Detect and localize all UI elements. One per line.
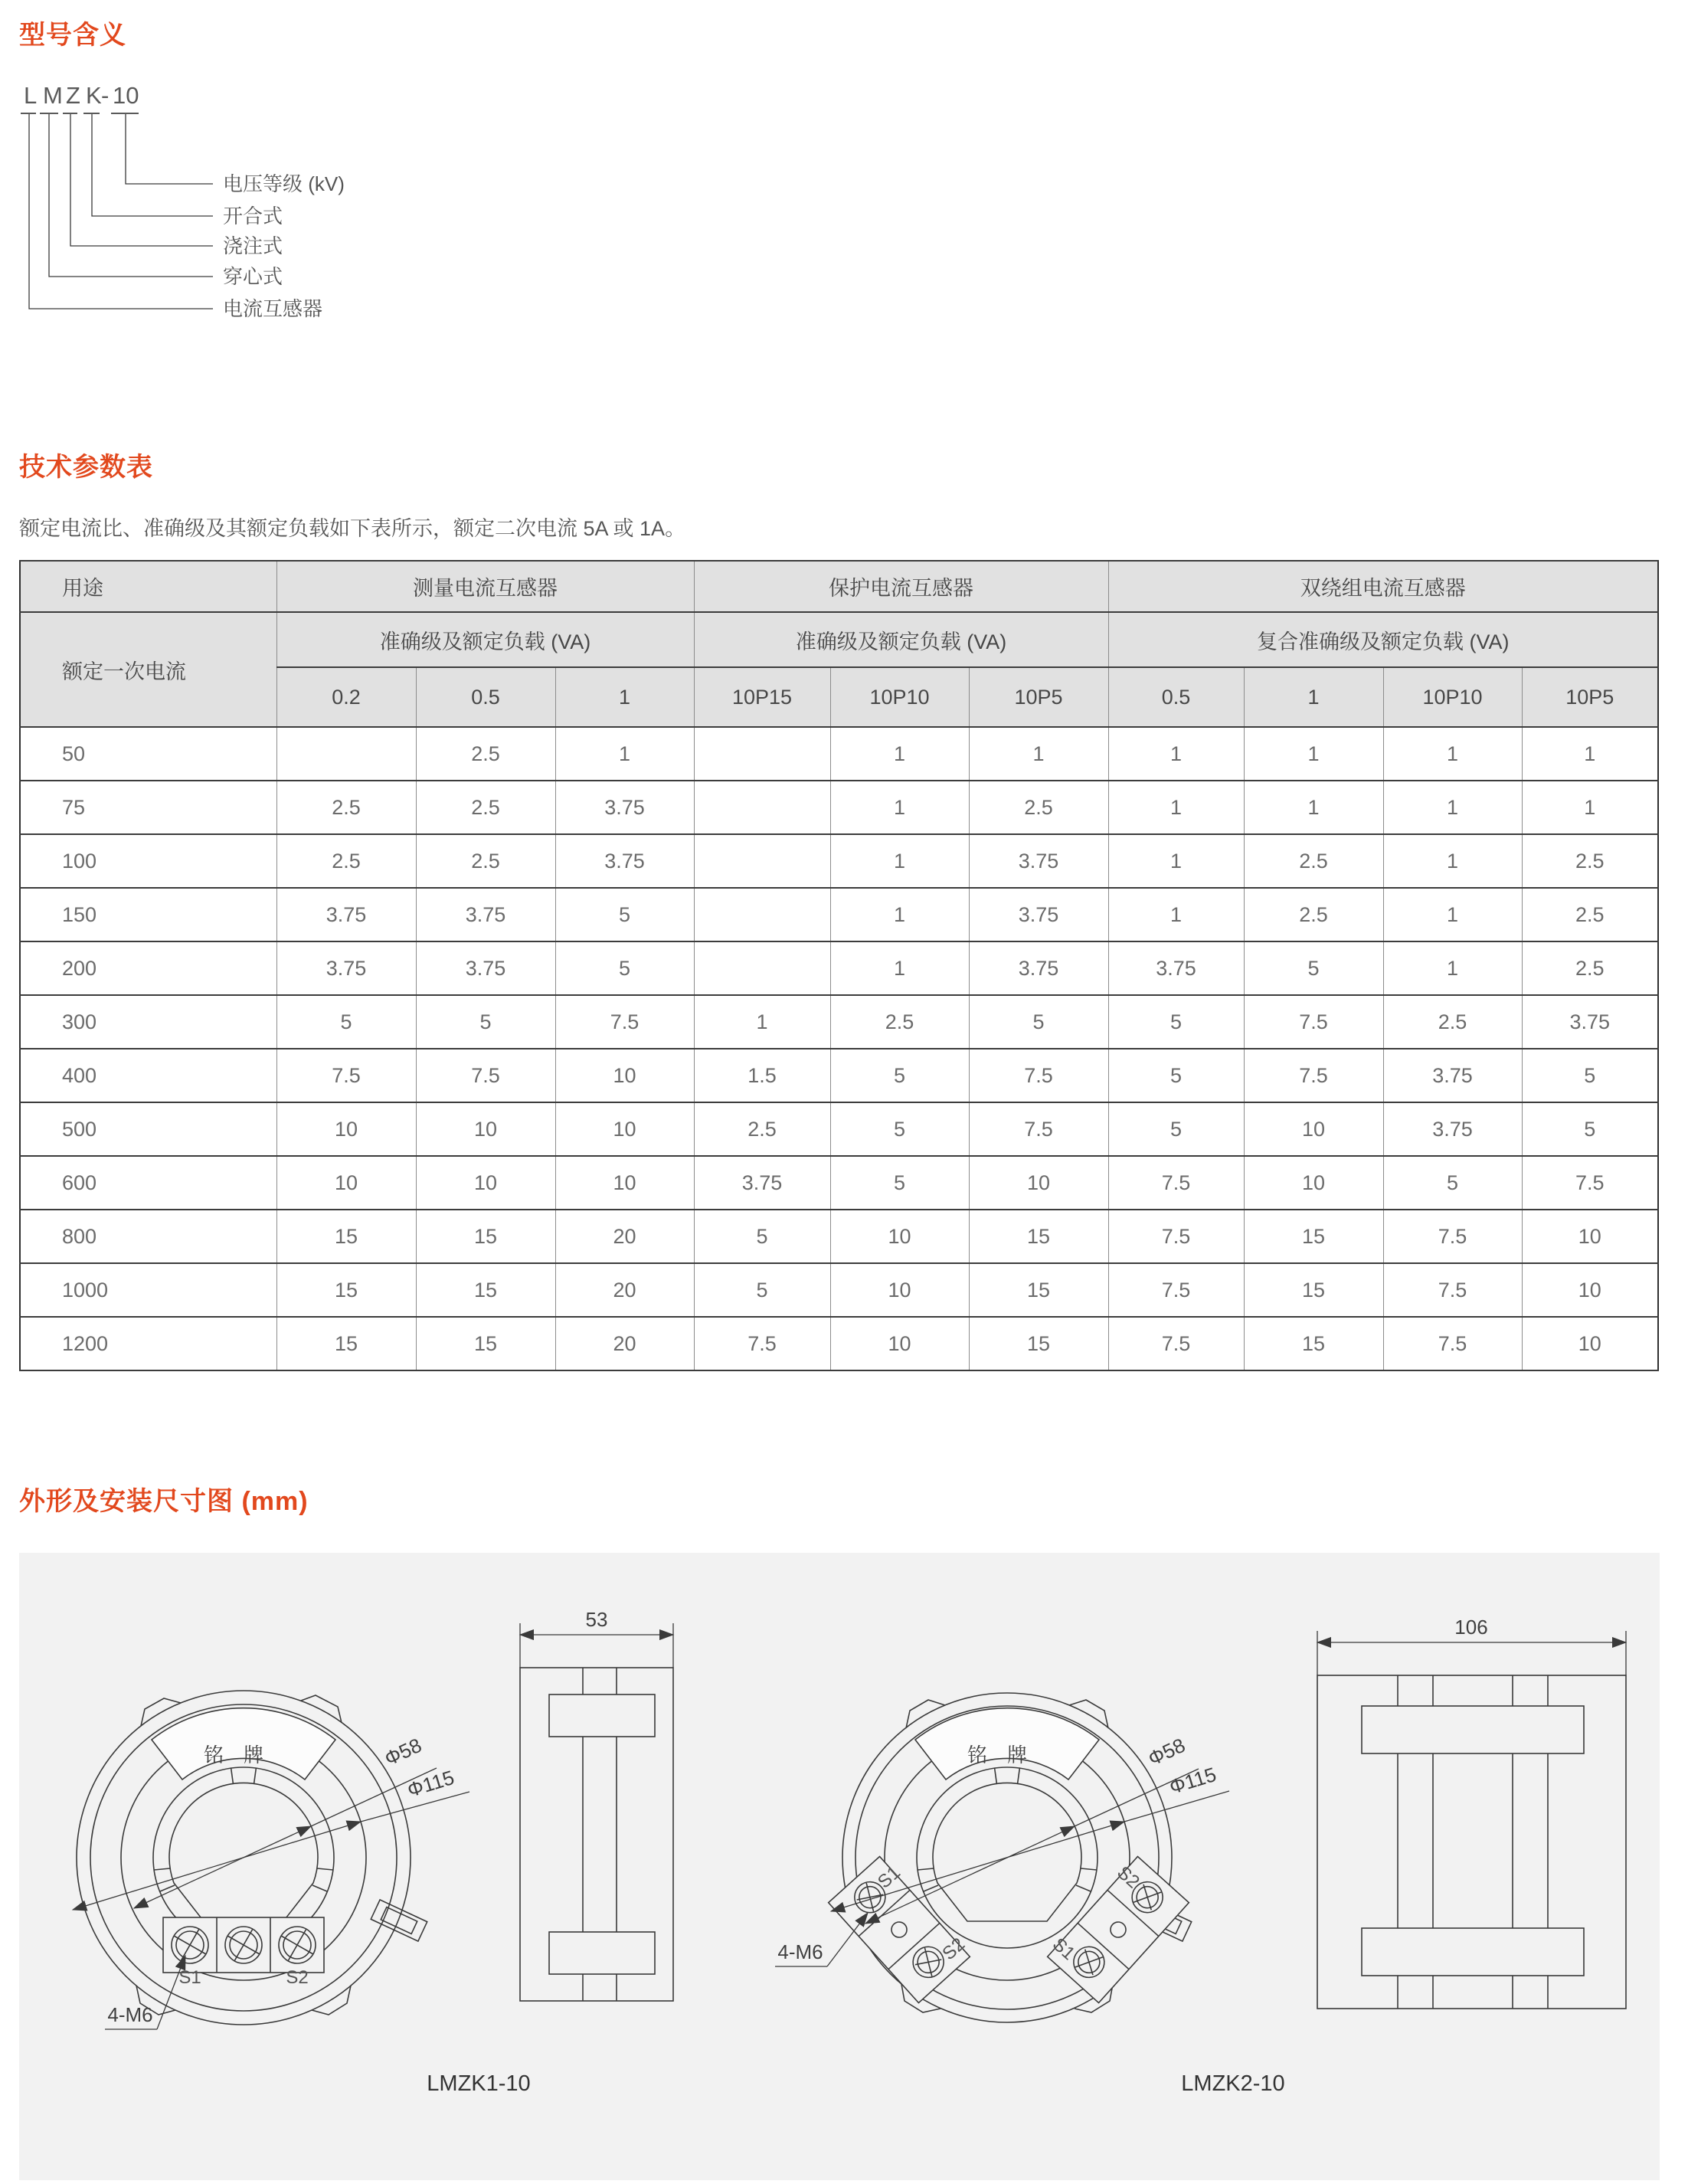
header-composite-accuracy-burden: 复合准确级及额定负载 (VA) — [1108, 612, 1658, 667]
burden-value-cell: 15 — [1244, 1263, 1383, 1317]
burden-value-cell: 10 — [416, 1156, 555, 1210]
burden-value-cell: 2.5 — [276, 834, 416, 888]
burden-value-cell: 5 — [555, 941, 694, 995]
burden-value-cell: 15 — [276, 1317, 416, 1370]
code-letter-k: K — [86, 82, 102, 109]
burden-value-cell: 1 — [1383, 941, 1522, 995]
burden-value-cell: 2.5 — [1522, 888, 1658, 941]
caption-lmzk2: LMZK2-10 — [1181, 2071, 1285, 2096]
burden-value-cell: 2.5 — [416, 834, 555, 888]
burden-value-cell: 5 — [1383, 1156, 1522, 1210]
burden-value-cell: 10 — [276, 1156, 416, 1210]
burden-value-cell — [694, 834, 830, 888]
burden-value-cell: 1 — [1522, 781, 1658, 834]
primary-current-cell: 500 — [20, 1102, 276, 1156]
burden-value-cell: 5 — [555, 888, 694, 941]
grade-col: 10P10 — [830, 667, 969, 727]
label-split-core-type: 开合式 — [223, 205, 283, 228]
grade-col: 10P5 — [1522, 667, 1658, 727]
bolt-spec-label: 4-M6 — [107, 2003, 153, 2026]
terminal-s1-label: S1 — [178, 1967, 201, 1988]
front-view-lmzk1 — [73, 1691, 531, 2096]
dim-d58-label: Φ58 — [1144, 1733, 1189, 1770]
table-row — [20, 1102, 1658, 1156]
burden-value-cell: 10 — [1244, 1156, 1383, 1210]
terminal-s2-label: S2 — [286, 1967, 309, 1988]
burden-value-cell: 3.75 — [416, 888, 555, 941]
burden-value-cell: 15 — [969, 1317, 1108, 1370]
burden-value-cell: 2.5 — [1522, 941, 1658, 995]
burden-value-cell: 3.75 — [276, 888, 416, 941]
model-code-diagram — [19, 73, 601, 349]
burden-value-cell: 5 — [1244, 941, 1383, 995]
burden-value-cell: 10 — [1244, 1102, 1383, 1156]
burden-value-cell: 7.5 — [1108, 1210, 1244, 1263]
burden-value-cell: 10 — [416, 1102, 555, 1156]
burden-value-cell: 7.5 — [276, 1049, 416, 1102]
grade-col: 0.5 — [1108, 667, 1244, 727]
burden-value-cell: 7.5 — [555, 995, 694, 1049]
burden-value-cell: 1 — [1108, 834, 1244, 888]
primary-current-cell: 100 — [20, 834, 276, 888]
technical-drawings — [19, 1553, 1660, 2180]
burden-value-cell: 15 — [276, 1210, 416, 1263]
dim-53-label: 53 — [585, 1608, 608, 1631]
burden-value-cell — [694, 781, 830, 834]
header-row-subheaders — [20, 612, 1658, 667]
burden-value-cell: 7.5 — [969, 1102, 1108, 1156]
header-group-dual-winding: 双绕组电流互感器 — [1108, 561, 1658, 612]
dim-106-label: 106 — [1454, 1616, 1488, 1639]
underline-l — [21, 113, 36, 114]
burden-value-cell: 3.75 — [416, 941, 555, 995]
burden-value-cell: 5 — [1108, 1102, 1244, 1156]
grade-col: 0.5 — [416, 667, 555, 727]
terminal-block-right — [1044, 1854, 1189, 2003]
burden-value-cell: 3.75 — [969, 888, 1108, 941]
burden-value-cell: 5 — [1108, 995, 1244, 1049]
label-cast-resin-type: 浇注式 — [223, 234, 283, 257]
burden-value-cell: 15 — [276, 1263, 416, 1317]
table-row — [20, 1156, 1658, 1210]
primary-current-cell: 800 — [20, 1210, 276, 1263]
burden-value-cell: 3.75 — [1108, 941, 1244, 995]
burden-value-cell: 10 — [555, 1156, 694, 1210]
primary-current-cell: 400 — [20, 1049, 276, 1102]
burden-value-cell: 10 — [1522, 1317, 1658, 1370]
burden-value-cell: 7.5 — [1244, 1049, 1383, 1102]
header-accuracy-burden-protection: 准确级及额定负载 (VA) — [694, 612, 1108, 667]
param-table-body — [20, 727, 1658, 1370]
primary-current-cell: 75 — [20, 781, 276, 834]
burden-value-cell: 3.75 — [969, 941, 1108, 995]
nameplate-label: 铭牌 — [967, 1744, 1048, 1767]
burden-value-cell: 7.5 — [694, 1317, 830, 1370]
burden-value-cell: 2.5 — [969, 781, 1108, 834]
table-row — [20, 1049, 1658, 1102]
burden-value-cell: 7.5 — [1522, 1156, 1658, 1210]
burden-value-cell: 1 — [694, 995, 830, 1049]
burden-value-cell: 5 — [694, 1263, 830, 1317]
header-group-measuring: 测量电流互感器 — [276, 561, 694, 612]
nameplate-label: 铭牌 — [203, 1744, 284, 1767]
burden-value-cell: 20 — [555, 1210, 694, 1263]
caption-lmzk1: LMZK1-10 — [427, 2071, 531, 2096]
burden-value-cell: 5 — [830, 1102, 969, 1156]
burden-value-cell: 5 — [830, 1049, 969, 1102]
burden-value-cell: 20 — [555, 1263, 694, 1317]
intro-text: 额定电流比、准确级及其额定负载如下表所示，额定二次电流 5A 或 1A。 — [19, 517, 686, 540]
burden-value-cell: 7.5 — [1383, 1317, 1522, 1370]
burden-value-cell: 1 — [1383, 727, 1522, 781]
burden-value-cell: 5 — [276, 995, 416, 1049]
burden-value-cell: 10 — [276, 1102, 416, 1156]
burden-value-cell: 3.75 — [969, 834, 1108, 888]
burden-value-cell: 1 — [830, 888, 969, 941]
burden-value-cell: 1 — [969, 727, 1108, 781]
label-through-core-type: 穿心式 — [223, 265, 283, 288]
front-view-lmzk2 — [775, 1693, 1285, 2096]
burden-value-cell: 2.5 — [830, 995, 969, 1049]
burden-value-cell: 7.5 — [1108, 1263, 1244, 1317]
header-primary-current: 额定一次电流 — [20, 612, 276, 727]
burden-value-cell: 5 — [1522, 1102, 1658, 1156]
underline-k — [83, 113, 100, 114]
table-row — [20, 888, 1658, 941]
grade-col: 0.2 — [276, 667, 416, 727]
burden-value-cell: 2.5 — [416, 781, 555, 834]
section-title-parameters: 技术参数表 — [19, 453, 153, 482]
burden-value-cell: 1 — [830, 781, 969, 834]
table-row — [20, 834, 1658, 888]
burden-value-cell: 3.75 — [1522, 995, 1658, 1049]
header-accuracy-burden-measuring: 准确级及额定负载 (VA) — [276, 612, 694, 667]
burden-value-cell — [694, 727, 830, 781]
burden-value-cell: 1 — [1383, 781, 1522, 834]
burden-value-cell: 1 — [1244, 781, 1383, 834]
terminal-s2-label: S2 — [1113, 1861, 1144, 1893]
terminal-s2-label: S2 — [938, 1934, 970, 1965]
burden-value-cell: 10 — [830, 1317, 969, 1370]
terminal-s1-label: S1 — [1048, 1934, 1079, 1965]
grade-col: 10P15 — [694, 667, 830, 727]
burden-value-cell: 10 — [830, 1263, 969, 1317]
burden-value-cell: 10 — [1522, 1263, 1658, 1317]
primary-current-cell: 200 — [20, 941, 276, 995]
burden-value-cell: 2.5 — [1244, 888, 1383, 941]
burden-value-cell: 2.5 — [416, 727, 555, 781]
table-row — [20, 1317, 1658, 1370]
burden-value-cell: 2.5 — [1244, 834, 1383, 888]
mounting-lug — [371, 1900, 427, 1941]
burden-value-cell: 7.5 — [1108, 1317, 1244, 1370]
label-voltage-level: 电压等级 (kV) — [223, 172, 345, 195]
burden-value-cell — [694, 888, 830, 941]
burden-value-cell: 5 — [694, 1210, 830, 1263]
dim-d58-label: Φ58 — [381, 1733, 426, 1770]
burden-value-cell: 7.5 — [1244, 995, 1383, 1049]
burden-value-cell: 2.5 — [276, 781, 416, 834]
burden-value-cell: 1 — [1108, 727, 1244, 781]
burden-value-cell: 3.75 — [555, 781, 694, 834]
code-letter-z: Z — [66, 82, 80, 109]
header-usage: 用途 — [20, 561, 276, 612]
primary-current-cell: 150 — [20, 888, 276, 941]
header-group-protection: 保护电流互感器 — [694, 561, 1108, 612]
parameters-table — [19, 560, 1659, 1371]
burden-value-cell: 3.75 — [1383, 1049, 1522, 1102]
burden-value-cell: 5 — [969, 995, 1108, 1049]
burden-value-cell: 1 — [1244, 727, 1383, 781]
burden-value-cell: 15 — [416, 1263, 555, 1317]
burden-value-cell: 7.5 — [1108, 1156, 1244, 1210]
grade-col: 10P10 — [1383, 667, 1522, 727]
label-current-transformer: 电流互感器 — [223, 297, 323, 320]
burden-value-cell: 10 — [830, 1210, 969, 1263]
burden-value-cell: 7.5 — [1383, 1263, 1522, 1317]
table-row — [20, 727, 1658, 781]
bolt-spec-label: 4-M6 — [777, 1940, 823, 1963]
primary-current-cell: 300 — [20, 995, 276, 1049]
burden-value-cell: 1 — [1108, 888, 1244, 941]
code-letter-m: M — [43, 82, 63, 109]
burden-value-cell: 3.75 — [694, 1156, 830, 1210]
burden-value-cell: 7.5 — [969, 1049, 1108, 1102]
table-row — [20, 995, 1658, 1049]
burden-value-cell: 7.5 — [1383, 1210, 1522, 1263]
table-row — [20, 941, 1658, 995]
burden-value-cell: 1 — [830, 834, 969, 888]
burden-value-cell: 3.75 — [276, 941, 416, 995]
burden-value-cell: 10 — [1522, 1210, 1658, 1263]
table-row — [20, 781, 1658, 834]
burden-value-cell: 7.5 — [416, 1049, 555, 1102]
table-row — [20, 1210, 1658, 1263]
burden-value-cell: 3.75 — [1383, 1102, 1522, 1156]
underline-10 — [111, 113, 139, 114]
section-title-model-meaning: 型号含义 — [19, 21, 126, 50]
code-letter-l: L — [24, 82, 38, 109]
burden-value-cell: 1 — [1522, 727, 1658, 781]
grade-col: 1 — [555, 667, 694, 727]
burden-value-cell: 5 — [1108, 1049, 1244, 1102]
header-row-groups — [20, 561, 1658, 612]
burden-value-cell: 15 — [416, 1317, 555, 1370]
burden-value-cell: 5 — [830, 1156, 969, 1210]
burden-value-cell: 10 — [969, 1156, 1108, 1210]
terminal-s1-label: S1 — [873, 1861, 905, 1893]
primary-current-cell: 600 — [20, 1156, 276, 1210]
burden-value-cell: 15 — [969, 1263, 1108, 1317]
burden-value-cell: 1 — [555, 727, 694, 781]
side-view-lmzk2 — [1317, 1616, 1626, 2009]
burden-value-cell: 1 — [1108, 781, 1244, 834]
dim-d115-label: Φ115 — [1166, 1762, 1219, 1799]
burden-value-cell: 5 — [416, 995, 555, 1049]
dimension-drawing-area — [19, 1553, 1660, 2180]
burden-value-cell: 15 — [1244, 1317, 1383, 1370]
code-dash: - — [101, 82, 110, 109]
underline-m — [40, 113, 58, 114]
burden-value-cell: 10 — [555, 1049, 694, 1102]
dim-d115-label: Φ115 — [404, 1765, 457, 1802]
side-view-lmzk1 — [520, 1608, 673, 2001]
primary-current-cell: 1200 — [20, 1317, 276, 1370]
terminal-block — [163, 1917, 324, 1988]
burden-value-cell: 2.5 — [1383, 995, 1522, 1049]
grade-col: 1 — [1244, 667, 1383, 727]
burden-value-cell: 5 — [1522, 1049, 1658, 1102]
burden-value-cell: 15 — [1244, 1210, 1383, 1263]
burden-value-cell: 2.5 — [694, 1102, 830, 1156]
burden-value-cell: 1 — [830, 727, 969, 781]
burden-value-cell: 1.5 — [694, 1049, 830, 1102]
section-title-dimensions: 外形及安装尺寸图 (mm) — [19, 1487, 309, 1516]
burden-value-cell: 3.75 — [555, 834, 694, 888]
burden-value-cell: 15 — [969, 1210, 1108, 1263]
grade-col: 10P5 — [969, 667, 1108, 727]
burden-value-cell: 1 — [1383, 888, 1522, 941]
primary-current-cell: 1000 — [20, 1263, 276, 1317]
burden-value-cell: 1 — [830, 941, 969, 995]
underline-z — [63, 113, 77, 114]
burden-value-cell: 2.5 — [1522, 834, 1658, 888]
burden-value-cell: 1 — [1383, 834, 1522, 888]
burden-value-cell: 20 — [555, 1317, 694, 1370]
burden-value-cell — [276, 727, 416, 781]
table-row — [20, 1263, 1658, 1317]
code-voltage: 10 — [113, 82, 139, 109]
primary-current-cell: 50 — [20, 727, 276, 781]
burden-value-cell: 10 — [555, 1102, 694, 1156]
burden-value-cell — [694, 941, 830, 995]
burden-value-cell: 15 — [416, 1210, 555, 1263]
